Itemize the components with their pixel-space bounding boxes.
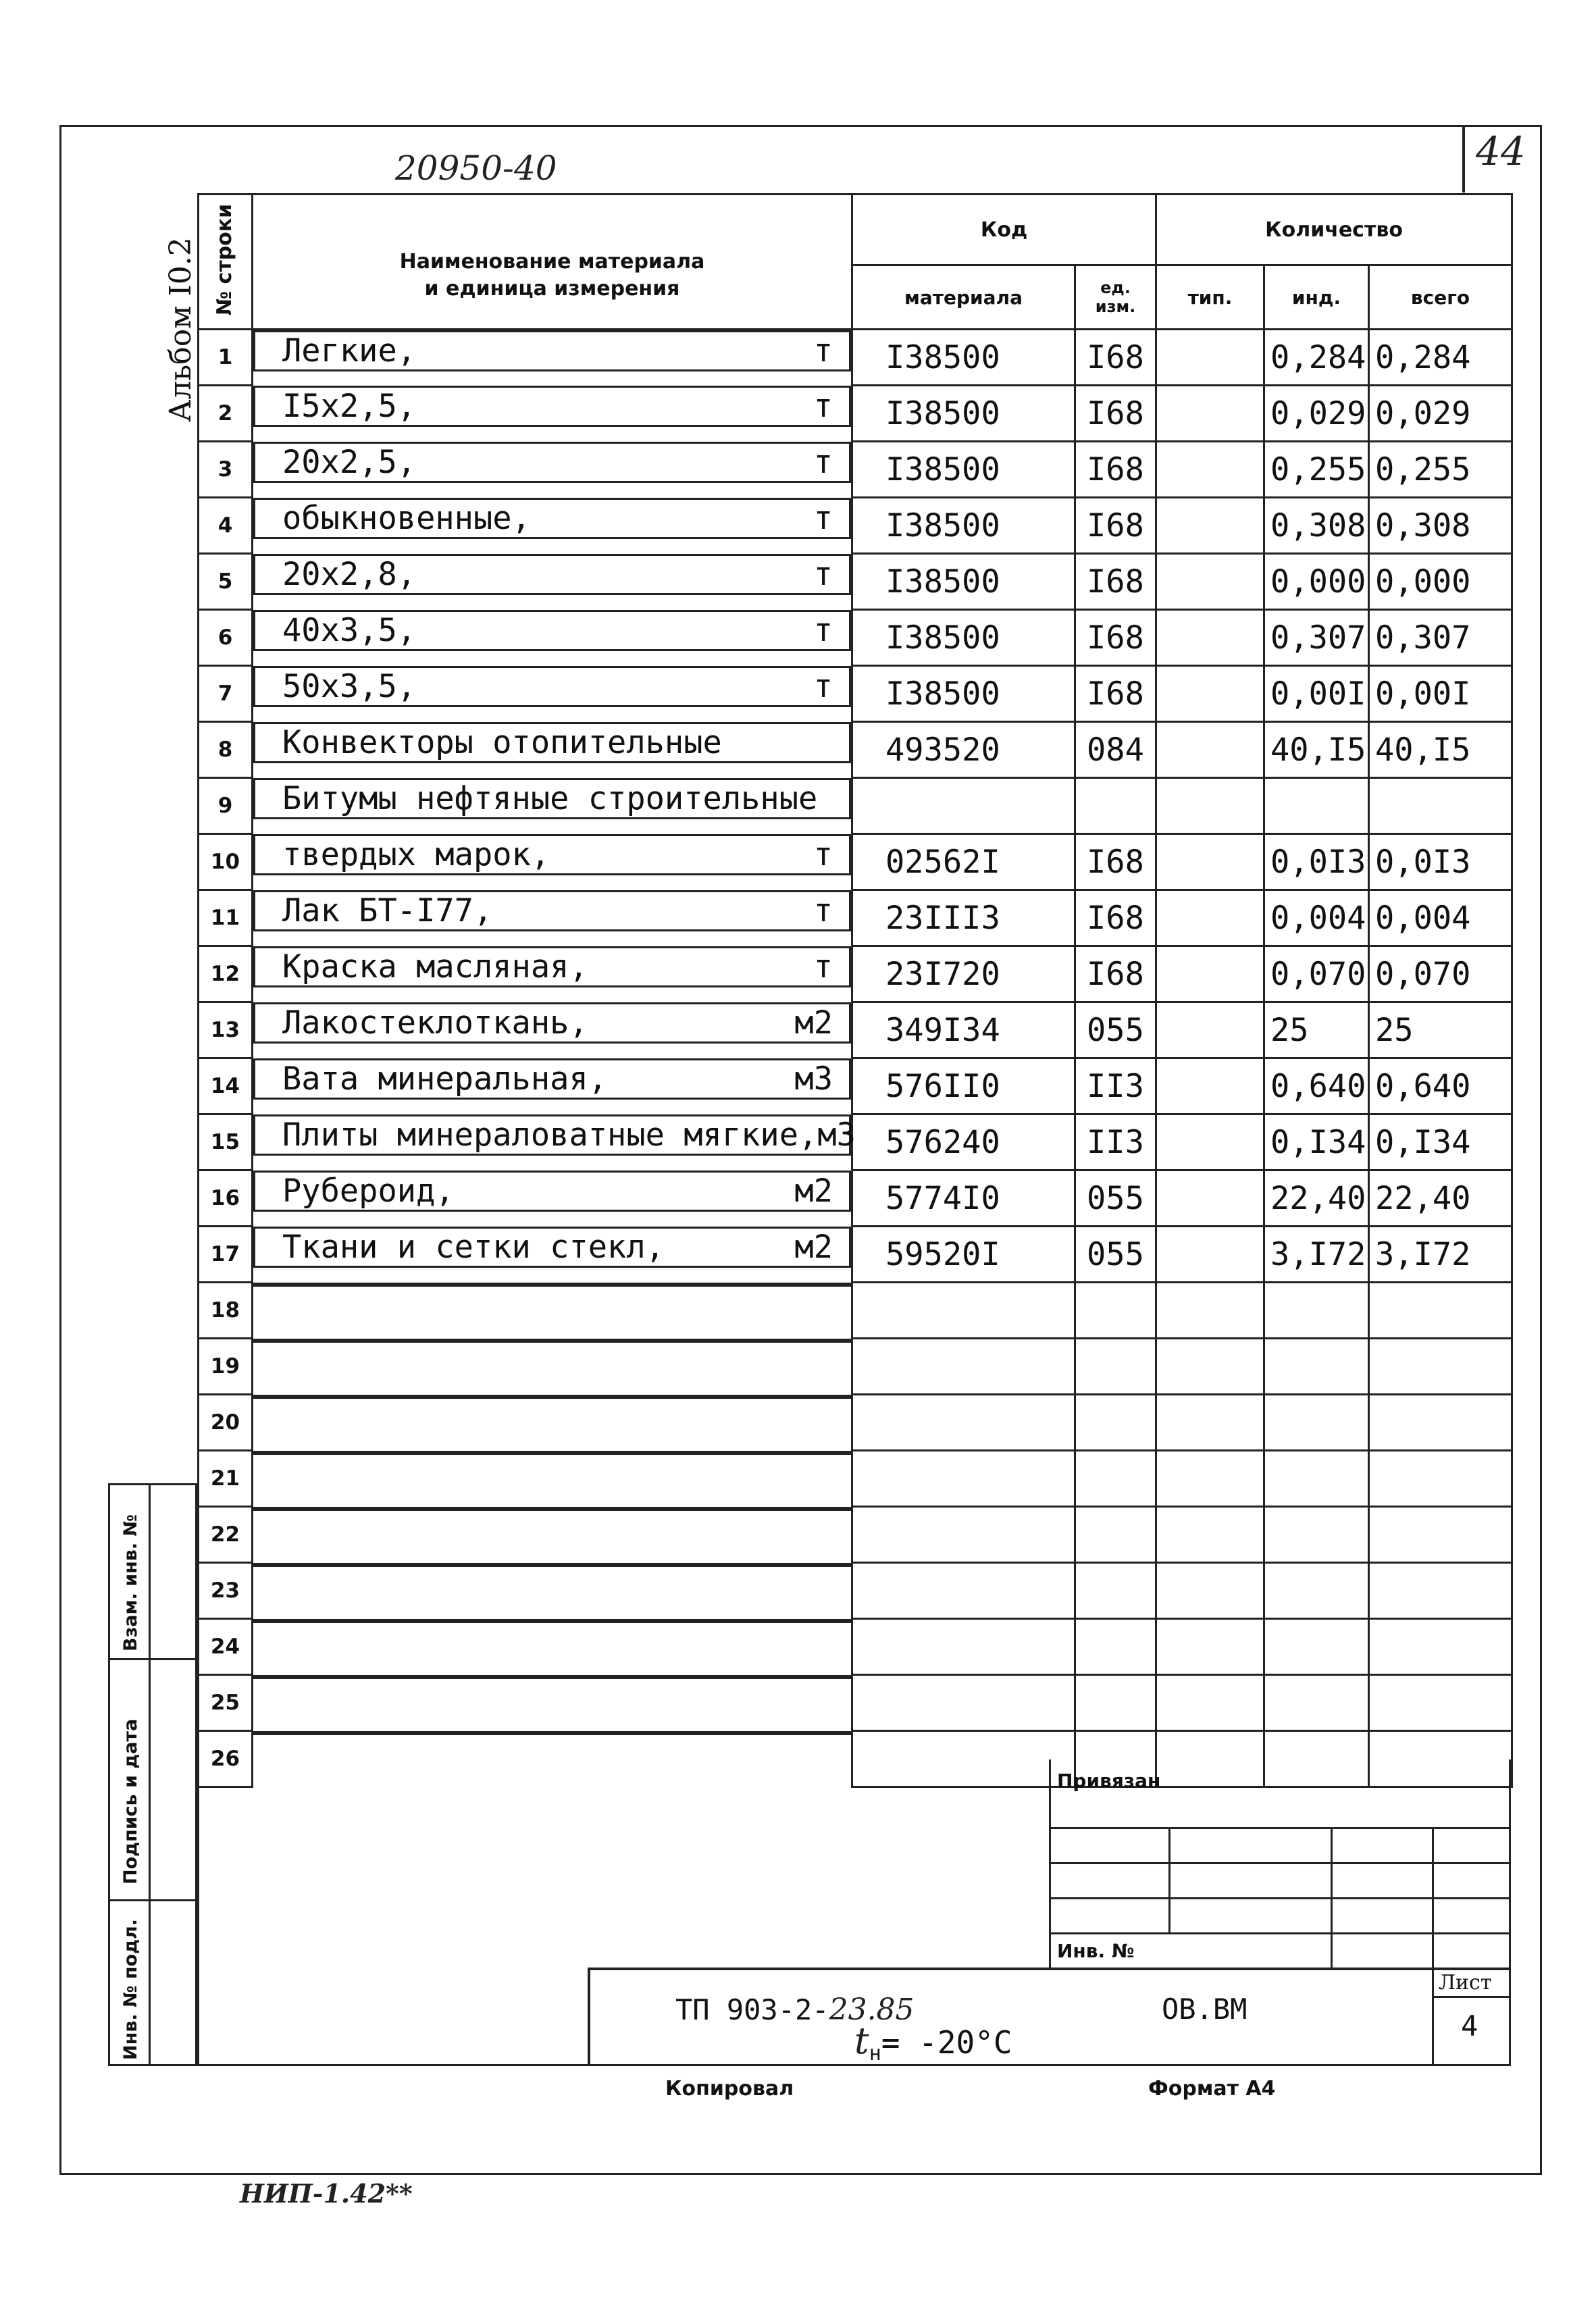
material-name-cell bbox=[253, 778, 851, 819]
material-name-cell bbox=[253, 1283, 851, 1287]
doc-number: 20950-40 bbox=[395, 149, 557, 188]
unit-code: I68 bbox=[1075, 330, 1156, 386]
qty-type bbox=[1156, 1451, 1264, 1507]
qty-ind: 3,I72 bbox=[1264, 1227, 1369, 1283]
material-code bbox=[852, 1619, 1075, 1675]
material-name-cell bbox=[253, 498, 851, 539]
material-name-cell bbox=[253, 1451, 851, 1455]
material-unit: т bbox=[813, 443, 833, 481]
qty-ind: 0,640 bbox=[1264, 1058, 1369, 1114]
row-number: 25 bbox=[199, 1675, 253, 1731]
name-header-text: Наименование материала и единица измерения bbox=[399, 249, 705, 301]
row-number: 7 bbox=[199, 666, 253, 722]
inv-no-label: Инв. № bbox=[1057, 1940, 1135, 1962]
tp-code-text: ТП 903-2- bbox=[675, 1993, 829, 2026]
side-stamp-divider bbox=[149, 1483, 151, 2066]
qty-total: 0,308 bbox=[1369, 498, 1512, 554]
unit-code: I68 bbox=[1075, 386, 1156, 442]
qty-ind: 0,307 bbox=[1264, 610, 1369, 666]
material-unit: т bbox=[813, 555, 833, 593]
material-unit: т bbox=[813, 835, 833, 873]
unit-code bbox=[1075, 1563, 1156, 1619]
tb-hline-3 bbox=[1049, 1897, 1511, 1899]
unit-code: II3 bbox=[1075, 1114, 1156, 1171]
qty-ind bbox=[1264, 1451, 1369, 1507]
vzam-inv-label: Взам. инв. № bbox=[120, 1514, 141, 1651]
material-code: 02562I bbox=[852, 834, 1075, 890]
material-code bbox=[852, 1507, 1075, 1563]
qty-type bbox=[1156, 1507, 1264, 1563]
table-row bbox=[199, 330, 1512, 386]
tb-vline-a bbox=[1168, 1827, 1170, 1932]
table-row bbox=[199, 1339, 1512, 1395]
qty-type-header: тип. bbox=[1156, 265, 1264, 330]
row-number: 10 bbox=[199, 834, 253, 890]
unit-code: 055 bbox=[1075, 1171, 1156, 1227]
material-code bbox=[852, 1339, 1075, 1395]
sheet-value: 4 bbox=[1461, 2009, 1478, 2042]
side-stamp-sep1 bbox=[108, 1658, 197, 1660]
row-number: 19 bbox=[199, 1339, 253, 1395]
unit-code bbox=[1075, 1339, 1156, 1395]
material-unit: т bbox=[813, 611, 833, 649]
material-name-cell bbox=[253, 1058, 851, 1100]
unit-code: I68 bbox=[1075, 498, 1156, 554]
qty-ind: 0,308 bbox=[1264, 498, 1369, 554]
material-name-cell bbox=[253, 722, 851, 763]
qty-ind bbox=[1264, 1507, 1369, 1563]
qty-ind bbox=[1264, 1675, 1369, 1731]
material-code: I38500 bbox=[852, 442, 1075, 498]
material-name: I5x2,5, bbox=[282, 387, 417, 425]
table-row bbox=[199, 1002, 1512, 1058]
tb-hline-2 bbox=[1049, 1862, 1511, 1864]
qty-type bbox=[1156, 1058, 1264, 1114]
qty-total bbox=[1369, 1563, 1512, 1619]
material-code: I38500 bbox=[852, 330, 1075, 386]
table-row bbox=[199, 834, 1512, 890]
material-name: 20x2,8, bbox=[282, 555, 417, 593]
unit-code: I68 bbox=[1075, 946, 1156, 1002]
qty-ind bbox=[1264, 1563, 1369, 1619]
qty-total bbox=[1369, 1675, 1512, 1731]
material-unit: т bbox=[813, 892, 833, 929]
table-row bbox=[199, 1619, 1512, 1675]
material-name-cell bbox=[253, 834, 851, 875]
qty-ind-header: инд. bbox=[1264, 265, 1369, 330]
unit-code: 055 bbox=[1075, 1227, 1156, 1283]
tb-hline-sheet bbox=[1432, 1996, 1511, 1998]
table-row bbox=[199, 1395, 1512, 1451]
temp-symbol: t bbox=[854, 2020, 869, 2062]
qty-ind: 0,284 bbox=[1264, 330, 1369, 386]
qty-ind: 0,070 bbox=[1264, 946, 1369, 1002]
qty-total: 0,00I bbox=[1369, 666, 1512, 722]
qty-type bbox=[1156, 554, 1264, 610]
material-code: I38500 bbox=[852, 666, 1075, 722]
privyazan-label: Привязан bbox=[1057, 1770, 1161, 1792]
qty-type bbox=[1156, 498, 1264, 554]
row-number: 8 bbox=[199, 722, 253, 778]
qty-ind: 0,0I3 bbox=[1264, 834, 1369, 890]
unit-code bbox=[1075, 1451, 1156, 1507]
table-row bbox=[199, 890, 1512, 946]
table-row bbox=[199, 1283, 1512, 1339]
row-number-header bbox=[199, 195, 253, 330]
side-stamp-sep2 bbox=[108, 1899, 197, 1901]
material-name-cell bbox=[253, 554, 851, 595]
doc-code: ОВ.ВМ bbox=[1162, 1992, 1247, 2026]
unit-code: I68 bbox=[1075, 554, 1156, 610]
material-name-cell bbox=[253, 1171, 851, 1212]
qty-type bbox=[1156, 666, 1264, 722]
qty-type bbox=[1156, 442, 1264, 498]
material-name-cell bbox=[253, 610, 851, 651]
row-number: 1 bbox=[199, 330, 253, 386]
material-code: I38500 bbox=[852, 610, 1075, 666]
material-unit: т bbox=[813, 667, 833, 705]
material-name-cell bbox=[253, 1619, 851, 1623]
qty-total bbox=[1369, 1395, 1512, 1451]
table-row bbox=[199, 610, 1512, 666]
quantity-header: Количество bbox=[1156, 195, 1512, 265]
material-name: Лакостеклоткань, bbox=[282, 1004, 588, 1042]
unit-code bbox=[1075, 1507, 1156, 1563]
material-unit: т bbox=[813, 332, 833, 369]
materials-table bbox=[197, 193, 1513, 1788]
qty-total: 0,I34 bbox=[1369, 1114, 1512, 1171]
material-unit: т bbox=[813, 387, 833, 425]
material-code bbox=[852, 1563, 1075, 1619]
row-number: 2 bbox=[199, 386, 253, 442]
material-name: твердых марок, bbox=[282, 835, 550, 873]
qty-ind bbox=[1264, 1619, 1369, 1675]
table-row bbox=[199, 442, 1512, 498]
material-code: 576240 bbox=[852, 1114, 1075, 1171]
qty-ind: 0,000 bbox=[1264, 554, 1369, 610]
qty-ind: 0,004 bbox=[1264, 890, 1369, 946]
material-code: I38500 bbox=[852, 554, 1075, 610]
material-name: Ткани и сетки стекл, bbox=[282, 1228, 665, 1266]
qty-type bbox=[1156, 1002, 1264, 1058]
row-number: 20 bbox=[199, 1395, 253, 1451]
row-number: 5 bbox=[199, 554, 253, 610]
temp-value: = -20°С bbox=[881, 2024, 1012, 2061]
copied-label: Копировал bbox=[665, 2077, 794, 2101]
name-header bbox=[253, 195, 852, 330]
row-number-header-text: № строки bbox=[213, 203, 236, 315]
material-name: 50x3,5, bbox=[282, 667, 417, 705]
temperature bbox=[854, 2020, 1012, 2065]
tb-vline-privyazan bbox=[1049, 1759, 1051, 1969]
unit-code: I68 bbox=[1075, 666, 1156, 722]
material-name-cell bbox=[253, 890, 851, 931]
qty-total: 3,I72 bbox=[1369, 1227, 1512, 1283]
material-name-cell bbox=[253, 666, 851, 707]
tb-hline-main bbox=[588, 1968, 1511, 1970]
material-name: Вата минеральная, bbox=[282, 1060, 608, 1098]
material-code: I38500 bbox=[852, 386, 1075, 442]
unit-code bbox=[1075, 1283, 1156, 1339]
row-number: 14 bbox=[199, 1058, 253, 1114]
qty-type bbox=[1156, 1171, 1264, 1227]
material-code bbox=[852, 778, 1075, 834]
material-name-cell bbox=[253, 1114, 856, 1156]
qty-total: 0,000 bbox=[1369, 554, 1512, 610]
unit-code: I68 bbox=[1075, 890, 1156, 946]
unit-code: 084 bbox=[1075, 722, 1156, 778]
row-number: 3 bbox=[199, 442, 253, 498]
qty-type bbox=[1156, 1114, 1264, 1171]
qty-total: 40,I5 bbox=[1369, 722, 1512, 778]
qty-type bbox=[1156, 610, 1264, 666]
material-name-cell bbox=[253, 1227, 851, 1268]
material-code: 5774I0 bbox=[852, 1171, 1075, 1227]
row-number: 9 bbox=[199, 778, 253, 834]
material-unit: м2 bbox=[794, 1228, 833, 1266]
unit-code bbox=[1075, 1395, 1156, 1451]
material-name: Рубероид, bbox=[282, 1172, 455, 1210]
material-name: Краска масляная, bbox=[282, 948, 588, 985]
table-row bbox=[199, 1058, 1512, 1114]
qty-ind bbox=[1264, 1339, 1369, 1395]
unit-code: I68 bbox=[1075, 610, 1156, 666]
qty-ind: 0,I34 bbox=[1264, 1114, 1369, 1171]
material-code bbox=[852, 1451, 1075, 1507]
qty-type bbox=[1156, 834, 1264, 890]
row-number: 24 bbox=[199, 1619, 253, 1675]
material-name-cell bbox=[253, 1675, 851, 1679]
material-unit: м2 bbox=[794, 1004, 833, 1042]
qty-ind bbox=[1264, 778, 1369, 834]
nip-stamp: НИП-1.42** bbox=[240, 2178, 413, 2209]
material-name: Плиты минераловатные мягкие, bbox=[282, 1116, 818, 1154]
material-code bbox=[852, 1395, 1075, 1451]
qty-type bbox=[1156, 330, 1264, 386]
qty-ind: 0,255 bbox=[1264, 442, 1369, 498]
table-row bbox=[199, 1451, 1512, 1507]
table-row bbox=[199, 554, 1512, 610]
qty-total bbox=[1369, 1339, 1512, 1395]
row-number: 17 bbox=[199, 1227, 253, 1283]
table-row bbox=[199, 778, 1512, 834]
album-label: Альбом I0.2 bbox=[163, 237, 198, 422]
material-name-cell bbox=[253, 1563, 851, 1567]
row-number: 22 bbox=[199, 1507, 253, 1563]
qty-ind: 40,I5 bbox=[1264, 722, 1369, 778]
qty-type bbox=[1156, 890, 1264, 946]
table-row bbox=[199, 1227, 1512, 1283]
row-number: 21 bbox=[199, 1451, 253, 1507]
table-row bbox=[199, 1563, 1512, 1619]
row-number: 4 bbox=[199, 498, 253, 554]
material-unit: т bbox=[813, 499, 833, 537]
qty-total: 0,070 bbox=[1369, 946, 1512, 1002]
qty-total bbox=[1369, 1283, 1512, 1339]
table-row bbox=[199, 1171, 1512, 1227]
qty-type bbox=[1156, 946, 1264, 1002]
code-unit-header: ед. изм. bbox=[1075, 265, 1156, 330]
row-number: 26 bbox=[199, 1731, 253, 1787]
material-name-cell bbox=[253, 442, 851, 483]
row-number: 6 bbox=[199, 610, 253, 666]
unit-code bbox=[1075, 1619, 1156, 1675]
inv-podl-label: Инв. № подл. bbox=[120, 1919, 141, 2060]
qty-type bbox=[1156, 722, 1264, 778]
material-name-cell bbox=[253, 1339, 851, 1343]
podpis-data-label: Подпись и дата bbox=[120, 1718, 141, 1884]
qty-total bbox=[1369, 1451, 1512, 1507]
material-code: 576II0 bbox=[852, 1058, 1075, 1114]
material-name-cell bbox=[253, 1507, 851, 1511]
tb-hline-4 bbox=[1049, 1932, 1511, 1934]
material-name-cell bbox=[253, 330, 851, 371]
table-row bbox=[199, 722, 1512, 778]
material-code: 349I34 bbox=[852, 1002, 1075, 1058]
qty-ind: 0,00I bbox=[1264, 666, 1369, 722]
unit-code: I68 bbox=[1075, 442, 1156, 498]
material-code bbox=[852, 1675, 1075, 1731]
unit-code: 055 bbox=[1075, 1002, 1156, 1058]
row-number: 18 bbox=[199, 1283, 253, 1339]
row-number: 16 bbox=[199, 1171, 253, 1227]
tb-hline-1 bbox=[1049, 1827, 1511, 1829]
tp-code-hand: 23.85 bbox=[829, 1992, 915, 2027]
qty-total: 0,307 bbox=[1369, 610, 1512, 666]
qty-ind: 22,40 bbox=[1264, 1171, 1369, 1227]
tb-vline-sheet bbox=[1432, 1968, 1434, 2066]
code-header: Код bbox=[852, 195, 1156, 265]
qty-type bbox=[1156, 1395, 1264, 1451]
qty-total: 0,640 bbox=[1369, 1058, 1512, 1114]
tb-vline-b bbox=[1331, 1827, 1333, 1969]
qty-type bbox=[1156, 778, 1264, 834]
material-unit: м2 bbox=[794, 1172, 833, 1210]
unit-code: II3 bbox=[1075, 1058, 1156, 1114]
qty-ind: 0,029 bbox=[1264, 386, 1369, 442]
table-row bbox=[199, 1507, 1512, 1563]
tb-vline-main bbox=[588, 1968, 590, 2066]
qty-total: 0,0I3 bbox=[1369, 834, 1512, 890]
qty-type bbox=[1156, 1339, 1264, 1395]
table-row bbox=[199, 946, 1512, 1002]
table-row bbox=[199, 386, 1512, 442]
material-name-cell bbox=[253, 1395, 851, 1399]
material-unit: т bbox=[813, 948, 833, 985]
qty-total bbox=[1369, 778, 1512, 834]
qty-total: 22,40 bbox=[1369, 1171, 1512, 1227]
qty-total: 0,284 bbox=[1369, 330, 1512, 386]
qty-type bbox=[1156, 1675, 1264, 1731]
material-code: 23I720 bbox=[852, 946, 1075, 1002]
material-code: 59520I bbox=[852, 1227, 1075, 1283]
material-code: 493520 bbox=[852, 722, 1075, 778]
qty-ind: 25 bbox=[1264, 1002, 1369, 1058]
material-name: 40x3,5, bbox=[282, 611, 417, 649]
qty-ind bbox=[1264, 1395, 1369, 1451]
sheet-label: Лист bbox=[1439, 1971, 1492, 1995]
material-name-cell bbox=[253, 1002, 851, 1044]
material-code: 23III3 bbox=[852, 890, 1075, 946]
material-code: I38500 bbox=[852, 498, 1075, 554]
qty-total-header: всего bbox=[1369, 265, 1512, 330]
material-name: Битумы нефтяные строительные bbox=[282, 779, 818, 817]
qty-type bbox=[1156, 1619, 1264, 1675]
qty-type bbox=[1156, 1227, 1264, 1283]
qty-total: 0,255 bbox=[1369, 442, 1512, 498]
table-row bbox=[199, 1114, 1512, 1171]
qty-ind bbox=[1264, 1283, 1369, 1339]
qty-total bbox=[1369, 1507, 1512, 1563]
unit-code: I68 bbox=[1075, 834, 1156, 890]
material-name: Легкие, bbox=[282, 332, 417, 369]
unit-code bbox=[1075, 778, 1156, 834]
qty-total: 0,004 bbox=[1369, 890, 1512, 946]
temp-subscript: н bbox=[869, 2042, 881, 2066]
material-name-cell bbox=[253, 386, 851, 427]
row-number: 11 bbox=[199, 890, 253, 946]
row-number: 13 bbox=[199, 1002, 253, 1058]
material-name: Конвекторы отопительные bbox=[282, 723, 722, 761]
material-name-cell bbox=[253, 1731, 851, 1735]
material-code bbox=[852, 1283, 1075, 1339]
qty-total: 0,029 bbox=[1369, 386, 1512, 442]
qty-type bbox=[1156, 1563, 1264, 1619]
qty-total bbox=[1369, 1619, 1512, 1675]
material-unit: м3 bbox=[794, 1060, 833, 1098]
qty-total: 25 bbox=[1369, 1002, 1512, 1058]
qty-type bbox=[1156, 386, 1264, 442]
page-number: 44 bbox=[1476, 128, 1526, 174]
format-label: Формат А4 bbox=[1148, 2077, 1276, 2101]
material-name: 20x2,5, bbox=[282, 443, 417, 481]
table-row bbox=[199, 498, 1512, 554]
code-material-header: материала bbox=[852, 265, 1075, 330]
row-number: 12 bbox=[199, 946, 253, 1002]
material-name: Лак БТ-I77, bbox=[282, 892, 493, 929]
qty-type bbox=[1156, 1283, 1264, 1339]
table-row bbox=[199, 666, 1512, 722]
table-row bbox=[199, 1675, 1512, 1731]
material-unit: м3 bbox=[817, 1116, 856, 1154]
material-name-cell bbox=[253, 946, 851, 987]
row-number: 15 bbox=[199, 1114, 253, 1171]
material-name: обыкновенные, bbox=[282, 499, 531, 537]
tb-vline-c bbox=[1432, 1827, 1434, 1969]
unit-code bbox=[1075, 1675, 1156, 1731]
row-number: 23 bbox=[199, 1563, 253, 1619]
